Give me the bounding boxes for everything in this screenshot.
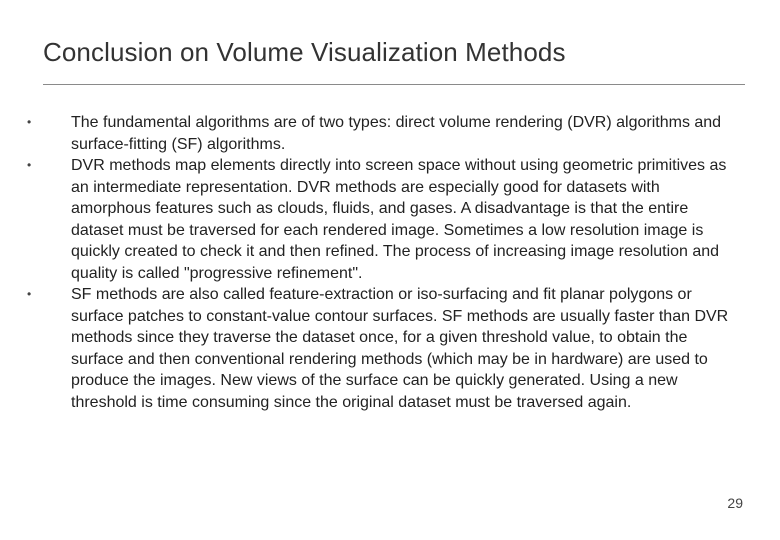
bullet-icon: • (27, 115, 32, 129)
title-divider (43, 84, 745, 85)
bullet-item (27, 112, 739, 155)
bullet-text: DVR methods map elements directly into screen space without using geometric primitives as an intermediate representation. DVR methods are especially good for datasets with amorphous features such as clouds, fluids, and gases. A disadvantage is that the entire dataset must be traversed for each rendered image. Sometimes a low resolution image is quickly created to check it and then refined. The process of increasing image resolution and quality is called "progressive refinement". (71, 157, 727, 282)
bullet-icon: • (27, 287, 32, 301)
page-number: 29 (727, 495, 743, 511)
bullet-icon: • (27, 158, 32, 172)
bullet-item (27, 284, 739, 413)
bullet-list (27, 112, 739, 413)
slide-title: Conclusion on Volume Visualization Methods (43, 37, 566, 67)
bullet-item (27, 155, 739, 284)
bullet-text: SF methods are also called feature-extraction or iso-surfacing and fit planar polygons or surface patches to constant-value contour surfaces. SF methods are usually faster than DVR methods since they traverse the dataset once, for a given threshold value, to obtain the surface and then conventional rendering methods (which may be in hardware) are used to produce the images. New views of the surface can be quickly generated. Using a new threshold is time consuming since the original dataset must be traversed again. (71, 286, 729, 411)
bullet-text: The fundamental algorithms are of two types: direct volume rendering (DVR) algorithms and surface-fitting (SF) algorithms. (71, 114, 722, 153)
